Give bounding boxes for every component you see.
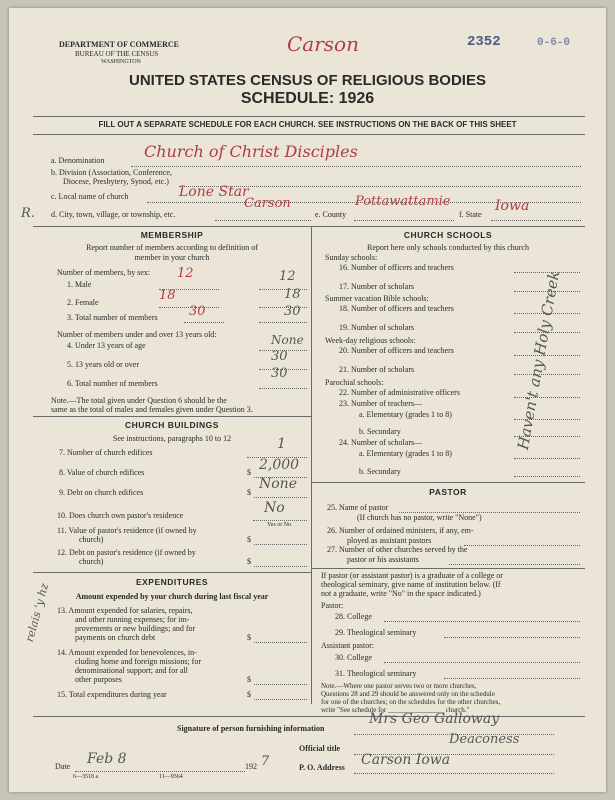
- pastor-note-3: for one of the churches; on the schedules for the other churches,: [321, 698, 501, 706]
- q26-label-2: ployed as assistant pastors: [347, 536, 432, 545]
- summer-schools-label: Summer vacation Bible schools:: [325, 294, 429, 303]
- census-schedule-sheet: [9, 8, 606, 792]
- po-address-value: Carson Iowa: [361, 752, 451, 768]
- q12-dollar: $: [247, 557, 251, 566]
- pastor-subheading: Pastor:: [321, 601, 344, 610]
- q29-label: 29. Theological seminary: [335, 628, 417, 637]
- graduate-note-2: theological seminary, give name of institution below. (If: [321, 580, 501, 589]
- schools-side-writing: Haven't any Holy Creek: [514, 269, 564, 452]
- q3-total-value: 30: [189, 304, 206, 319]
- pastor-heading: PASTOR: [429, 487, 467, 497]
- q23a-label: a. Elementary (grades 1 to 8): [359, 410, 452, 419]
- q13-label-3: provements or new buildings; and for: [75, 624, 196, 633]
- schools-heading: CHURCH SCHOOLS: [403, 230, 493, 240]
- schools-intro: Report here only schools conducted by this church: [367, 243, 529, 252]
- q5-over-13-value: 30: [271, 349, 288, 364]
- q27-label: 27. Number of other churches served by the: [327, 545, 468, 554]
- q23-label: 23. Number of teachers—: [339, 399, 423, 408]
- q18-label: 18. Number of officers and teachers: [339, 304, 454, 313]
- expenditures-heading: EXPENDITURES: [135, 577, 209, 587]
- q13-dollar: $: [247, 633, 251, 642]
- q25-hint: (If church has no pastor, write "None"): [357, 513, 482, 522]
- yes-no-hint: Yes or No: [267, 522, 292, 528]
- schedule-title: SCHEDULE: 1926: [240, 90, 375, 107]
- q8-value-label: 8. Value of church edifices: [59, 468, 145, 477]
- q13-label-4: payments on church debt: [75, 633, 156, 642]
- city-label: WASHINGTON: [101, 59, 141, 65]
- membership-note: Note.—The total given under Question 6 should be the: [51, 396, 227, 405]
- q9-value: None: [259, 476, 297, 492]
- membership-intro-2: member in your church: [134, 253, 210, 262]
- sunday-schools-label: Sunday schools:: [325, 253, 378, 262]
- signature-label: Signature of person furnishing information: [177, 724, 325, 733]
- q8-dollar: $: [247, 468, 251, 477]
- signature-value: Mrs Geo Galloway: [369, 711, 500, 727]
- county-value: Pottawattamie: [355, 194, 451, 209]
- q28-label: 28. College: [335, 612, 372, 621]
- county-label: e. County: [315, 210, 347, 219]
- buildings-heading: CHURCH BUILDINGS: [125, 420, 219, 430]
- membership-heading: MEMBERSHIP: [140, 230, 204, 240]
- q4-under-13-label: 4. Under 13 years of age: [67, 341, 146, 350]
- q11-label: 11. Value of pastor's residence (if owned by: [57, 526, 197, 535]
- pastor-note-4: write "See schedule for ________________ church.": [321, 706, 470, 714]
- q3-total-second: 30: [284, 304, 301, 319]
- local-name-value: Lone Star: [179, 184, 249, 200]
- q25-label: 25. Name of pastor: [327, 503, 389, 512]
- q23b-label: b. Secondary: [359, 427, 401, 436]
- official-title-value: Deaconess: [449, 732, 520, 747]
- q14-label-2: cluding home and foreign missions; for: [75, 657, 201, 666]
- q13-label-2: and other running expenses; for im-: [75, 615, 190, 624]
- q21-label: 21. Number of scholars: [339, 365, 415, 374]
- handwritten-place: Carson: [287, 32, 359, 56]
- state-value: Iowa: [495, 198, 530, 214]
- date-value: Feb 8: [87, 751, 127, 767]
- q31-label: 31. Theological seminary: [335, 669, 417, 678]
- graduate-note: If pastor (or assistant pastor) is a graduate of a college or: [321, 571, 503, 580]
- q20-label: 20. Number of officers and teachers: [339, 346, 454, 355]
- department-label: DEPARTMENT OF COMMERCE: [59, 40, 180, 49]
- q22-label: 22. Number of administrative officers: [339, 388, 460, 397]
- q2-female-value: 18: [159, 288, 176, 303]
- q24a-label: a. Elementary (grades 1 to 8): [359, 449, 452, 458]
- q13-label: 13. Amount expended for salaries, repairs,: [57, 606, 193, 615]
- q12-label-2: church): [79, 557, 104, 566]
- q2-female-total: 18: [284, 287, 301, 302]
- q14-label-4: other purposes: [75, 675, 122, 684]
- q14-dollar: $: [247, 675, 251, 684]
- weekday-schools-label: Week-day religious schools:: [325, 336, 416, 345]
- q19-label: 19. Number of scholars: [339, 323, 415, 332]
- division-label-2: Diocese, Presbytery, Synod, etc.): [63, 177, 169, 186]
- bureau-label: BUREAU OF THE CENSUS: [75, 50, 159, 58]
- margin-mark: R.: [21, 206, 35, 221]
- q12-label: 12. Debt on pastor's residence (if owned by: [57, 548, 196, 557]
- q24-label: 24. Number of scholars—: [339, 438, 423, 447]
- q11-dollar: $: [247, 535, 251, 544]
- city-field-label: d. City, town, village, or township, etc.: [51, 210, 176, 219]
- q5-over-13-label: 5. 13 years old or over: [67, 360, 139, 369]
- side-note: relais 'y hz: [23, 581, 52, 644]
- parochial-schools-label: Parochial schools:: [325, 378, 384, 387]
- membership-intro: Report number of members according to definition of: [86, 243, 258, 252]
- q2-female-label: 2. Female: [67, 298, 99, 307]
- q4-under-13-value: None: [271, 333, 304, 347]
- q27-label-2: pastor or his assistants: [347, 555, 419, 564]
- print-number: 11—9564: [159, 774, 183, 780]
- q7-edifices-value: 1: [277, 436, 286, 452]
- expenditures-intro: Amount expended by your church during last fiscal year: [75, 592, 269, 601]
- local-name-label: c. Local name of church: [51, 192, 129, 201]
- date-label: Date: [55, 762, 71, 771]
- members-by-sex-label: Number of members, by sex:: [57, 268, 151, 277]
- membership-note-2: same as the total of males and females given under Question 3.: [51, 405, 253, 414]
- q16-label: 16. Number of officers and teachers: [339, 263, 454, 272]
- buildings-intro: See instructions, paragraphs 10 to 12: [112, 434, 232, 443]
- state-label: f. State: [459, 210, 482, 219]
- q9-dollar: $: [247, 488, 251, 497]
- po-address-label: P. O. Address: [299, 763, 345, 772]
- pastor-note: Note.—Where one pastor serves two or more churches,: [321, 682, 477, 690]
- official-title-label: Official title: [299, 744, 341, 753]
- stamp-number: 2352: [467, 34, 501, 50]
- q14-label-3: denominational support; and for all: [75, 666, 188, 675]
- q11-label-2: church): [79, 535, 104, 544]
- year-prefix: 192: [245, 762, 257, 771]
- q6-total-label: 6. Total number of members: [67, 379, 158, 388]
- q3-total-label: 3. Total number of members: [67, 313, 158, 322]
- q15-label: 15. Total expenditures during year: [57, 690, 167, 699]
- denomination-label: a. Denomination: [51, 156, 105, 165]
- q15-dollar: $: [247, 690, 251, 699]
- q1-male-total: 12: [279, 269, 296, 284]
- pastor-note-2: Questions 28 and 29 should be answered only on the schedule: [321, 690, 495, 698]
- year-value: 7: [261, 754, 270, 769]
- q10-value: No: [264, 500, 285, 516]
- q8-value: 2,000: [259, 457, 300, 473]
- q17-label: 17. Number of scholars: [339, 282, 415, 291]
- form-title: UNITED STATES CENSUS OF RELIGIOUS BODIES: [129, 72, 486, 89]
- instruction-line: FILL OUT A SEPARATE SCHEDULE FOR EACH CHURCH. SEE INSTRUCTIONS ON THE BACK OF THIS SHEET: [98, 120, 517, 129]
- q30-label: 30. College: [335, 653, 372, 662]
- members-by-age-label: Number of members under and over 13 years old:: [57, 330, 217, 339]
- q14-label: 14. Amount expended for benevolences, in-: [57, 648, 197, 657]
- stamp-code: 0-6-0: [537, 37, 571, 49]
- q24b-label: b. Secondary: [359, 467, 401, 476]
- q6-total-value: 30: [271, 366, 288, 381]
- division-label: b. Division (Association, Conference,: [51, 168, 172, 177]
- form-number: 6—3518 a: [73, 774, 99, 780]
- city-field-value: Carson: [244, 196, 291, 211]
- graduate-note-3: not a graduate, write "No" in the space indicated.): [321, 589, 481, 598]
- q7-edifices-label: 7. Number of church edifices: [59, 448, 153, 457]
- q10-residence-label: 10. Does church own pastor's residence: [57, 511, 184, 520]
- q1-male-label: 1. Male: [67, 280, 92, 289]
- q9-debt-label: 9. Debt on church edifices: [59, 488, 144, 497]
- assistant-subheading: Assistant pastor:: [321, 641, 375, 650]
- q26-label: 26. Number of ordained ministers, if any, em-: [327, 526, 474, 535]
- denomination-value: Church of Christ Disciples: [144, 142, 358, 161]
- q1-male-value: 12: [177, 266, 194, 281]
